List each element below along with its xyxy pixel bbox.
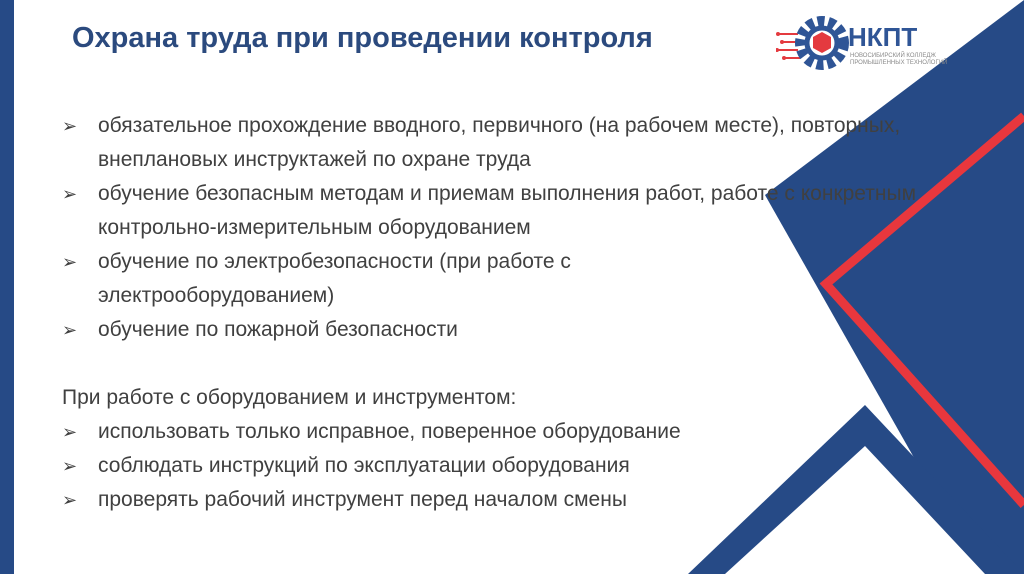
- list-item: [62, 177, 962, 245]
- list-item-text: обучение по электробезопасности (при работе с электрооборудованием): [98, 250, 571, 307]
- arrow-bullet-icon: ➢: [62, 320, 78, 340]
- list-item-text: обязательное прохождение вводного, первичного (на рабочем месте), повторных, внеплановых инструктажей по охране труда: [98, 114, 901, 171]
- equipment-intro: При работе с оборудованием и инструментом:: [62, 386, 517, 409]
- gear-icon: [776, 10, 850, 76]
- list-item-text: соблюдать инструкций по эксплуатации оборудования: [98, 454, 630, 477]
- logo-text: НКПТ: [848, 22, 918, 52]
- bullet-list-top: [62, 109, 962, 347]
- list-item: [62, 245, 962, 313]
- arrow-bullet-icon: ➢: [62, 116, 78, 136]
- list-item: [62, 313, 962, 347]
- list-item-text: использовать только исправное, поверенное оборудование: [98, 420, 681, 443]
- list-item: [62, 415, 962, 449]
- list-item: [62, 483, 962, 517]
- logo-subtitle: НОВОСИБИРСКИЙ КОЛЛЕДЖ ПРОМЫШЛЕННЫХ ТЕХНОЛОГИЙ: [850, 53, 948, 66]
- list-item: [62, 109, 962, 177]
- list-item-text: обучение безопасным методам и приемам выполнения работ, работе с конкретным контрольно-измерительным оборудованием: [98, 182, 917, 239]
- college-logo: [776, 10, 986, 76]
- list-item-text: проверять рабочий инструмент перед началом смены: [98, 488, 627, 511]
- arrow-bullet-icon: ➢: [62, 422, 78, 442]
- page-title: Охрана труда при проведении контроля: [72, 22, 653, 54]
- arrow-bullet-icon: ➢: [62, 252, 78, 272]
- slide-content: [62, 109, 962, 517]
- arrow-bullet-icon: ➢: [62, 456, 78, 476]
- list-item-text: обучение по пожарной безопасности: [98, 318, 458, 341]
- arrow-bullet-icon: ➢: [62, 184, 78, 204]
- arrow-bullet-icon: ➢: [62, 490, 78, 510]
- bullet-list-bottom: [62, 415, 962, 517]
- list-item: [62, 449, 962, 483]
